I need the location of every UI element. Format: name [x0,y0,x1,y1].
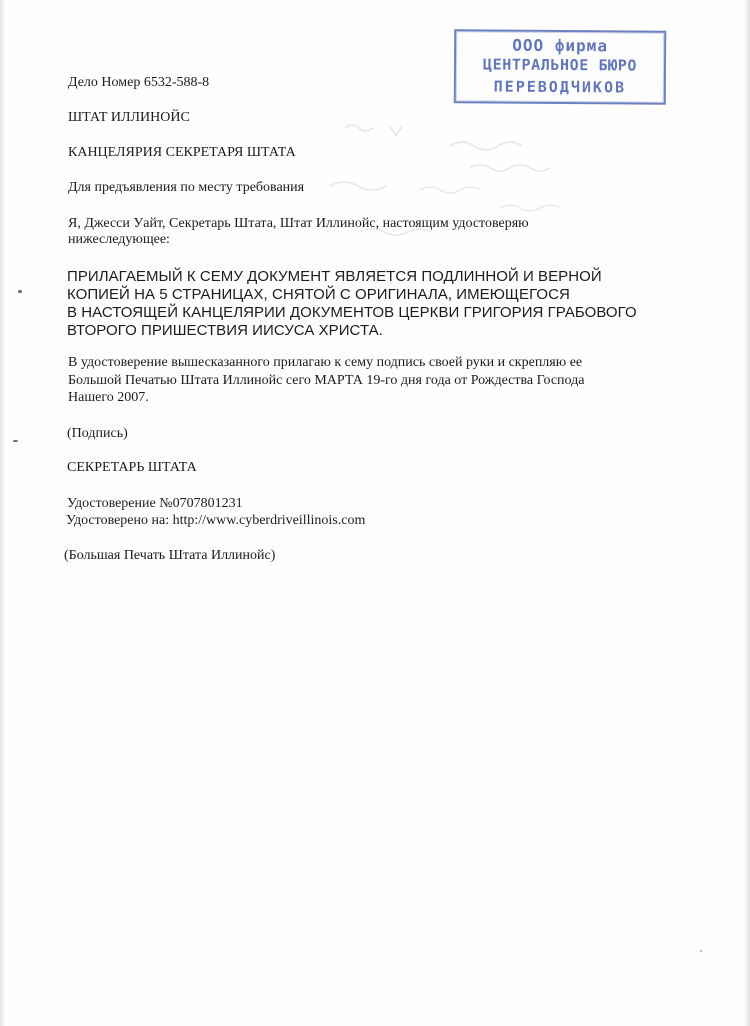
signatory-title: СЕКРЕТАРЬ ШТАТА [67,460,197,475]
scan-edge-left [0,0,6,1026]
office-heading: КАНЦЕЛЯРИЯ СЕКРЕТАРЯ ШТАТА [68,145,296,160]
attestation-line-1: В удостоверение вышесказанного прилагаю к сему подпись своей руки и скрепляю ее [68,355,583,370]
certification-line-2: КОПИЕЙ НА 5 СТРАНИЦАХ, СНЯТОЙ С ОРИГИНАЛА, ИМЕЮЩЕГОСЯ [67,286,570,303]
certificate-number: Удостоверение №0707801231 [67,496,243,511]
signature-placeholder: (Подпись) [67,426,128,441]
attestation-line-2: Большой Печатью Штата Иллинойс сего МАРТА 19-го дня года от Рождества Господа [68,373,585,388]
scan-speck [700,950,702,952]
state-heading: ШТАТ ИЛЛИНОЙС [68,110,190,125]
translation-bureau-stamp [454,29,667,104]
attestation-line-3: Нашего 2007. [68,390,149,405]
scan-speck [13,440,18,442]
statement-line-2: нижеследующее: [68,232,170,247]
scan-speck [18,290,22,293]
certification-line-1: ПРИЛАГАЕМЫЙ К СЕМУ ДОКУМЕНТ ЯВЛЯЕТСЯ ПОДЛИННОЙ И ВЕРНОЙ [67,268,602,285]
certification-line-3: В НАСТОЯЩЕЙ КАНЦЕЛЯРИИ ДОКУМЕНТОВ ЦЕРКВИ ГРИГОРИЯ ГРАБОВОГО [67,304,637,321]
stamp-line-1: ООО фирма [512,35,609,56]
stamp-line-3: ПЕРЕВОДЧИКОВ [493,77,627,97]
verification-url: Удостоверено на: http://www.cyberdriveillinois.com [66,513,366,528]
seal-placeholder: (Большая Печать Штата Иллинойс) [64,548,276,563]
addressee-line: Для предъявления по месту требования [68,180,305,195]
case-number: Дело Номер 6532-588-8 [68,75,210,90]
certification-line-4: ВТОРОГО ПРИШЕСТВИЯ ИИСУСА ХРИСТА. [67,322,383,339]
statement-line-1: Я, Джесси Уайт, Секретарь Штата, Штат Иллинойс, настоящим удостоверяю [68,216,529,231]
scan-edge-right [744,0,750,1026]
stamp-line-2: ЦЕНТРАЛЬНОЕ БЮРО [482,55,638,75]
